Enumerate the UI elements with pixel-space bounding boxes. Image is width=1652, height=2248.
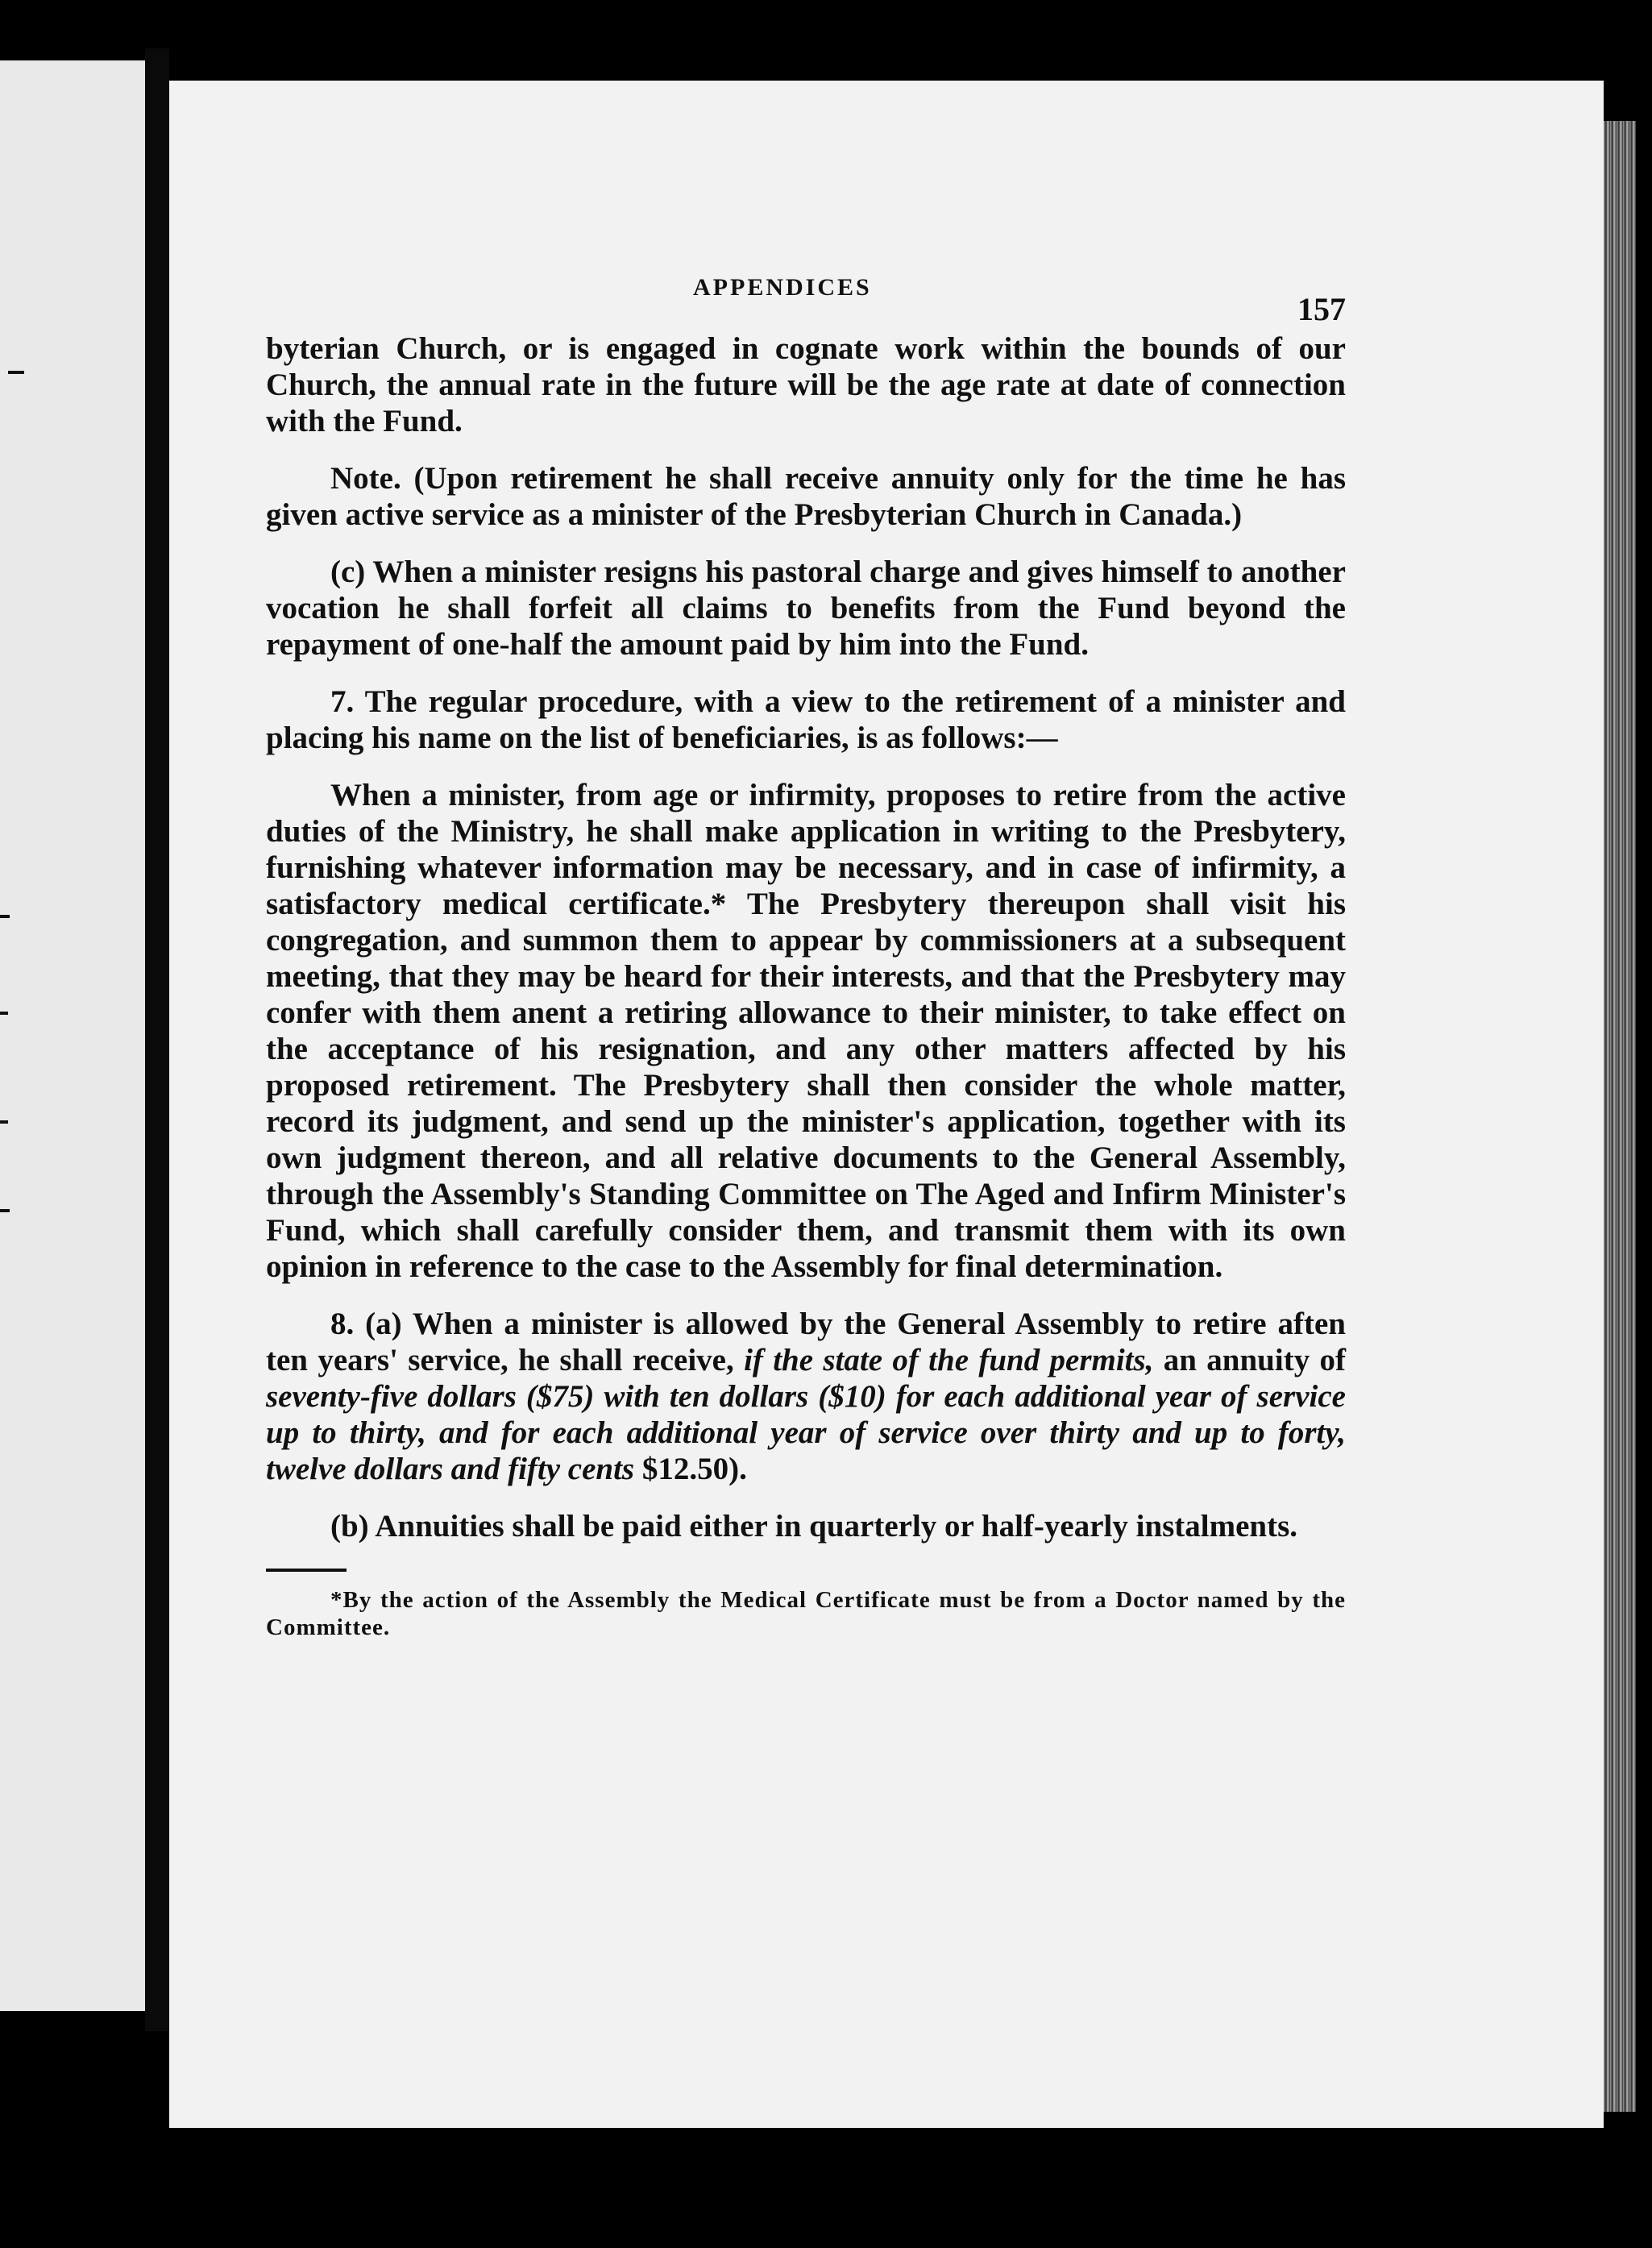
facing-page-mark <box>0 1012 8 1015</box>
paragraph-section-8a <box>266 1306 1346 1487</box>
facing-page-mark <box>0 1209 10 1212</box>
page-content <box>266 258 1346 1641</box>
running-head <box>266 258 1346 330</box>
section-8a-amounts: seventy-five dollars ($75) with ten dollars ($10) for each additional year of service up to thirty, and for each additional year of service over thirty and up to forty, twelve dollars and fifty cents <box>266 1379 1346 1486</box>
running-title: APPENDICES <box>693 274 872 301</box>
paragraph-section-8b: (b) Annuities shall be paid either in quarterly or half-yearly instalments. <box>330 1509 1298 1544</box>
facing-page-edge <box>0 60 145 2011</box>
section-8a-figure: $12.50). <box>641 1452 747 1486</box>
paragraph-section-c: (c) When a minister resigns his pastoral charge and gives himself to another vocation he shall forfeit all claims to benefits from the Fund beyond the repayment of one-half the amount paid by him into the Fund. <box>266 555 1346 662</box>
section-8a-annuity: an annuity of <box>1163 1343 1347 1377</box>
page-stack-edge <box>1604 121 1636 2112</box>
footnote-rule <box>266 1569 347 1572</box>
section-8a-text: 8. (a) When a minister is allowed by the General Assembly to retire aften ten years' service, he shall receive, <box>266 1307 1346 1377</box>
facing-page-mark <box>8 371 24 374</box>
book-gutter <box>145 48 169 2031</box>
facing-page-mark <box>0 1120 8 1124</box>
section-8a-condition: if the state of the fund permits, <box>744 1343 1154 1377</box>
paragraph-section-7: 7. The regular procedure, with a view to the retirement of a minister and placing his name on the list of beneficiaries, is as follows:— <box>266 684 1346 755</box>
paragraph-procedure: When a minister, from age or infirmity, proposes to retire from the active duties of the Ministry, he shall make application in writing to the Presbytery, furnishing whatever information may be necessary, and in case of infirmity, a satisfactory medical certificate.* The Presbytery thereupon shall visit his congregation, and summon them to appear by commissioners at a subsequent meeting, that they may be heard for their interests, and that the Presbytery may confer with them anent a retiring allowance to their minister, to take effect on the acceptance of his resignation, and any other matters affected by his proposed retirement. The Presbytery shall then consider the whole matter, record its judgment, and send up the minister's application, together with its own judgment thereon, and all relative documents to the General Assembly, through the Assembly's Standing Committee on The Aged and Infirm Minister's Fund, which shall carefully consider them, and transmit them with its own opinion in reference to the case to the Assembly for final determination. <box>266 778 1346 1284</box>
paragraph-continuation: byterian Church, or is engaged in cognate work within the bounds of our Church, the annual rate in the future will be the age rate at date of connection with the Fund. <box>266 331 1346 438</box>
footnote: *By the action of the Assembly the Medical Certificate must be from a Doctor named by the Committee. <box>266 1587 1346 1640</box>
facing-page-mark <box>0 915 10 918</box>
paragraph-note: Note. (Upon retirement he shall receive annuity only for the time he has given active service as a minister of the Presbyterian Church in Canada.) <box>266 461 1346 532</box>
page-number: 157 <box>1297 291 1346 327</box>
